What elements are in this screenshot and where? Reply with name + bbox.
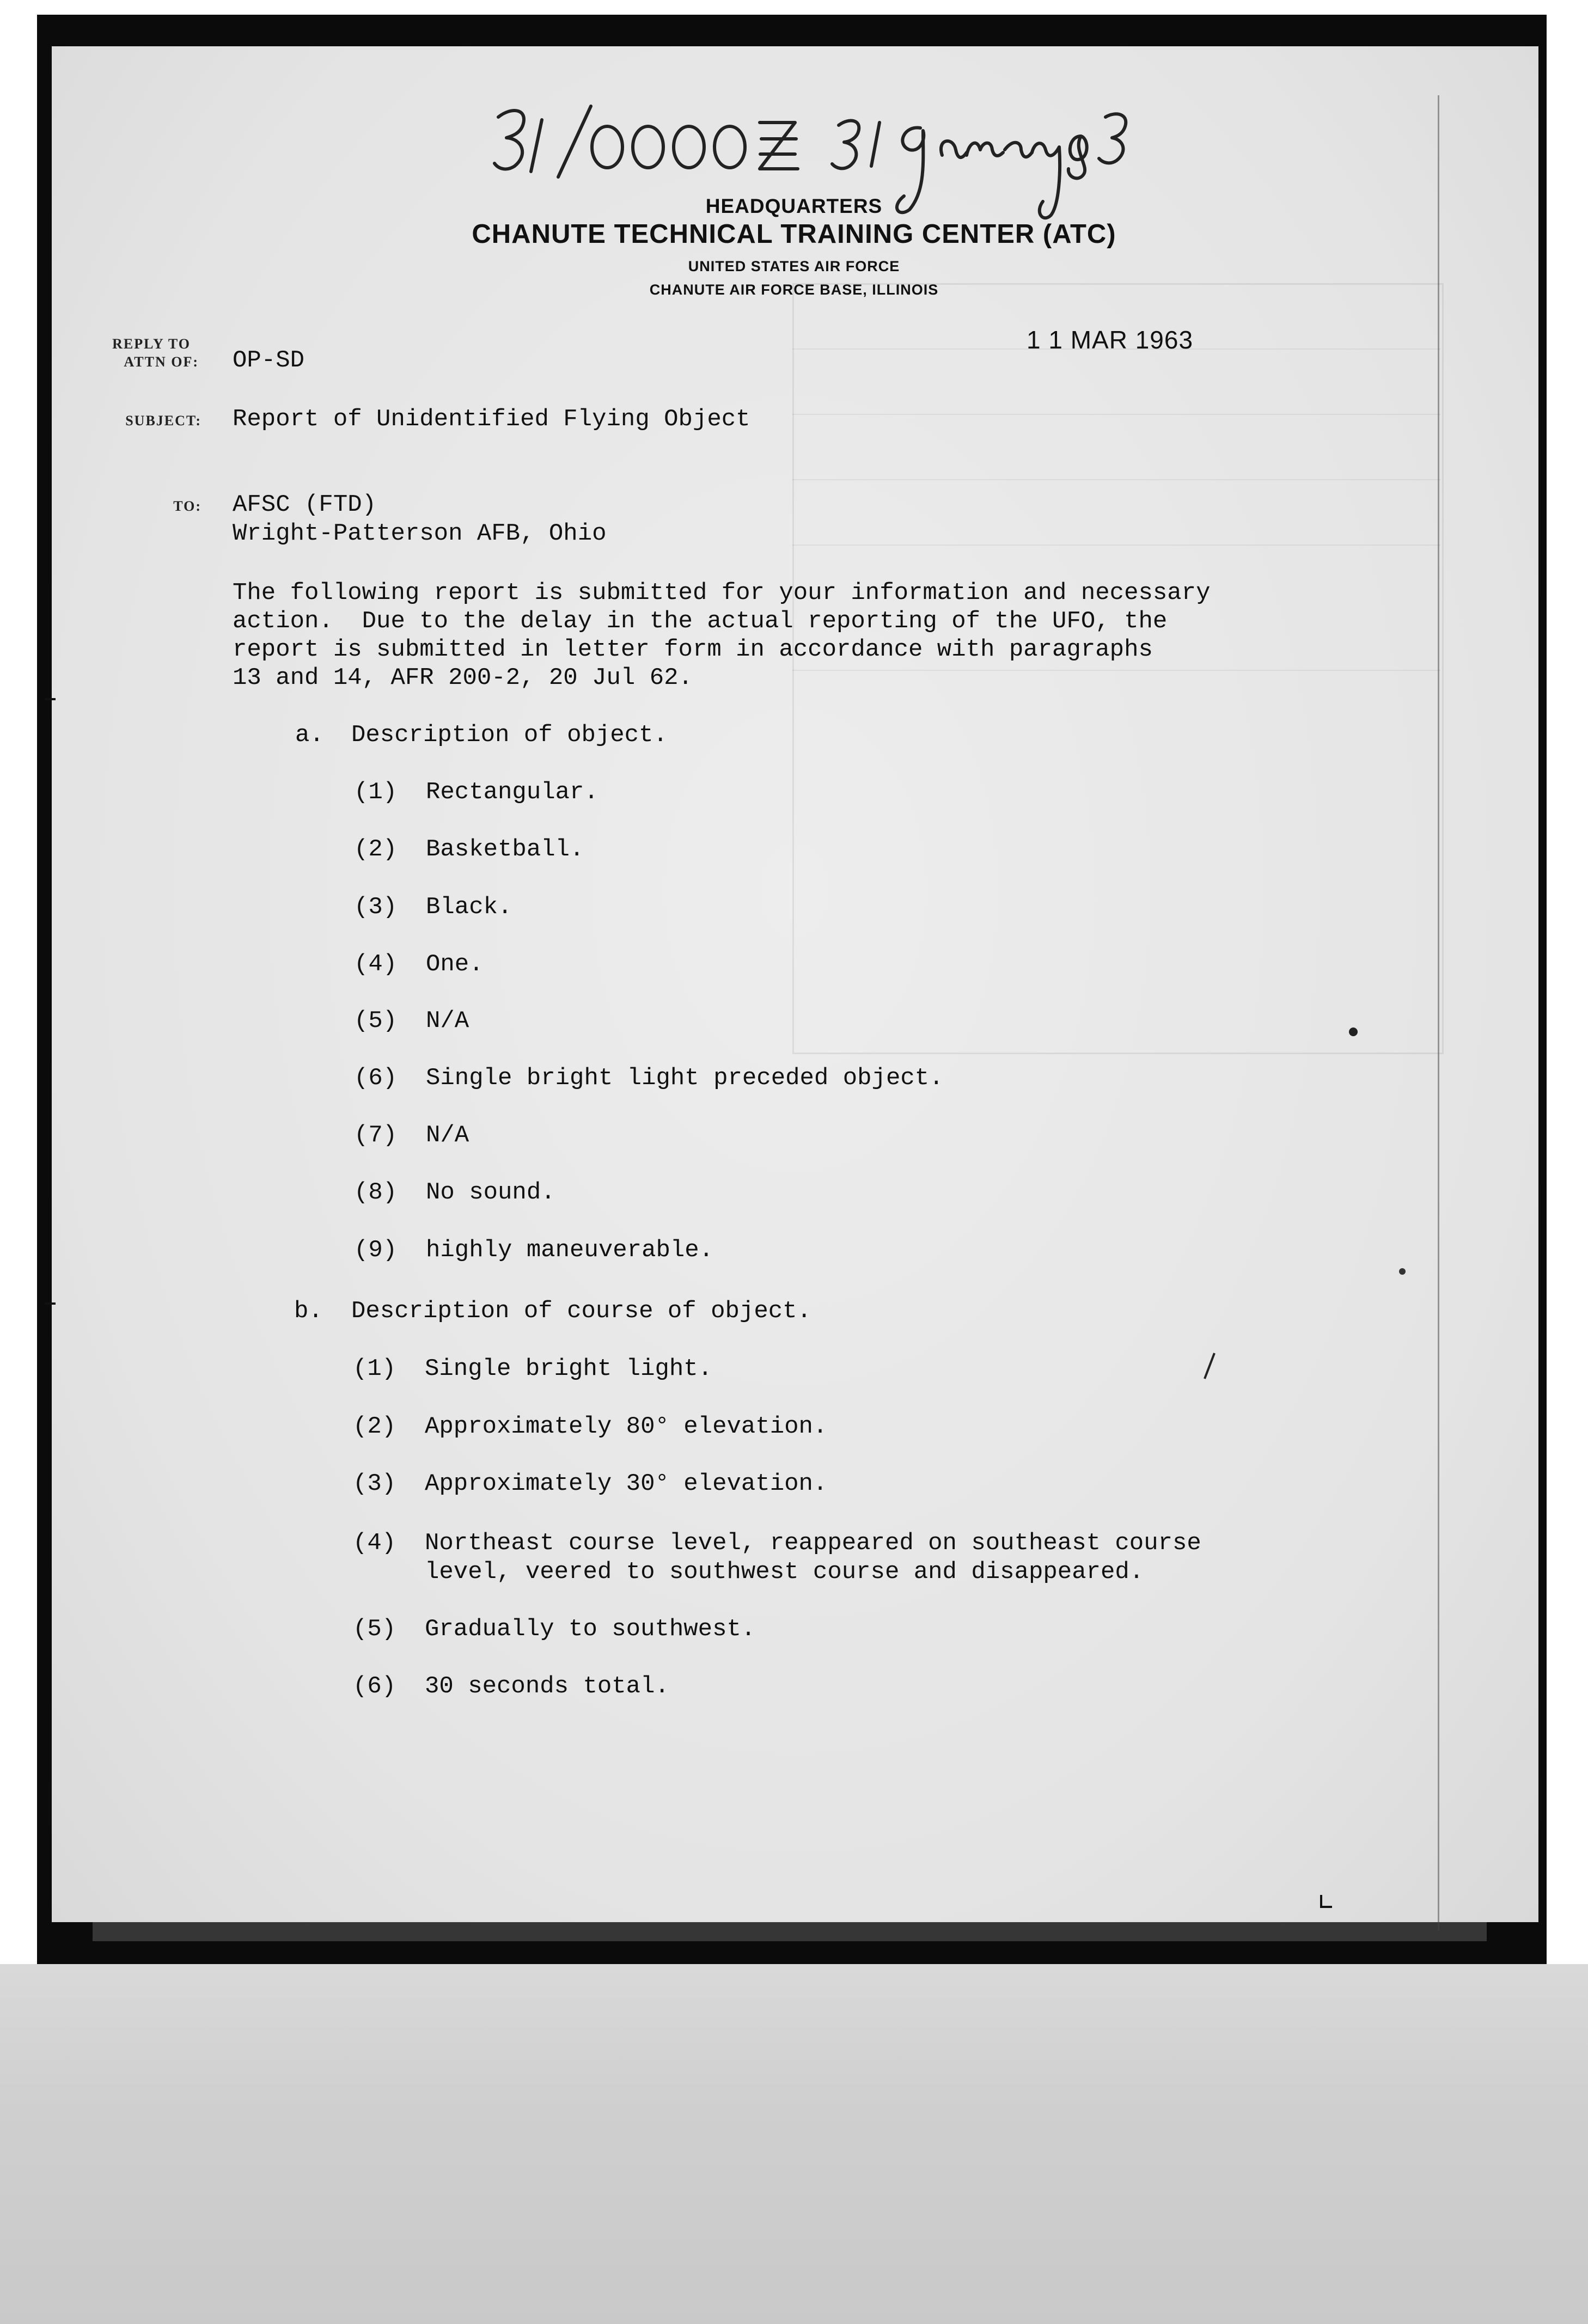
- item-number: (9): [354, 1237, 398, 1264]
- item-number: (6): [353, 1673, 396, 1700]
- item-number: (3): [353, 1470, 396, 1497]
- item-text: Basketball.: [426, 836, 584, 863]
- date-stamp: 1 1 MAR 1963: [1027, 326, 1194, 354]
- item-text: Northeast course level, reappeared on southeast course: [425, 1530, 1201, 1557]
- item-text: One.: [426, 951, 484, 978]
- intro-line: The following report is submitted for your information and necessary: [233, 579, 1211, 607]
- letterhead-air-force: UNITED STATES AIR FORCE: [688, 258, 900, 274]
- corner-mark: [1320, 1906, 1332, 1908]
- margin-tick: [45, 698, 56, 700]
- subject-text: Report of Unidentified Flying Object: [233, 406, 750, 433]
- item-text: Black.: [426, 894, 512, 921]
- letterhead-headquarters: HEADQUARTERS: [705, 195, 883, 217]
- item-text-continued: level, veered to southwest course and disappeared.: [425, 1558, 1144, 1586]
- speck: [1394, 1263, 1410, 1280]
- item-number: (7): [354, 1122, 398, 1149]
- item-number: (1): [354, 779, 398, 806]
- section-a-letter: a.: [295, 721, 324, 749]
- lower-background: [0, 1964, 1588, 2324]
- item-text: Approximately 80° elevation.: [425, 1413, 828, 1440]
- bleed-through-line: [792, 479, 1440, 480]
- item-number: (6): [354, 1065, 398, 1092]
- margin-tick: [45, 1302, 56, 1305]
- reply-to-label: REPLY TO: [112, 336, 191, 352]
- item-number: (8): [354, 1179, 398, 1206]
- item-number: (3): [354, 894, 398, 921]
- intro-paragraph: [233, 579, 1211, 692]
- letterhead-base: CHANUTE AIR FORCE BASE, ILLINOIS: [649, 282, 939, 298]
- item-number: (4): [354, 951, 398, 978]
- item-text: Approximately 30° elevation.: [425, 1470, 828, 1497]
- intro-line: report is submitted in letter form in accordance with paragraphs: [233, 636, 1153, 663]
- item-text: Single bright light.: [425, 1355, 713, 1383]
- office-symbol: OP-SD: [233, 347, 305, 374]
- item-number: (4): [353, 1530, 396, 1557]
- to-line-1: AFSC (FTD): [233, 491, 377, 518]
- bleed-through-line: [792, 545, 1440, 546]
- item-number: (5): [353, 1616, 396, 1643]
- page-edge-line: [1438, 95, 1439, 1930]
- item-text: 30 seconds total.: [425, 1673, 669, 1700]
- section-a-title: Description of object.: [351, 721, 668, 749]
- item-number: (5): [354, 1007, 398, 1035]
- item-text: Rectangular.: [426, 779, 598, 806]
- item-number: (2): [354, 836, 398, 863]
- to-label: TO:: [173, 498, 201, 514]
- pencil-stroke: [1198, 1350, 1220, 1383]
- intro-line: 13 and 14, AFR 200-2, 20 Jul 62.: [233, 664, 693, 692]
- item-text: highly maneuverable.: [426, 1237, 714, 1264]
- item-number: (1): [353, 1355, 396, 1383]
- to-line-2: Wright-Patterson AFB, Ohio: [233, 520, 607, 547]
- section-b-letter: b.: [294, 1298, 323, 1325]
- paper-shadow: [93, 1919, 1487, 1941]
- item-text: N/A: [426, 1007, 469, 1035]
- subject-label: SUBJECT:: [125, 413, 201, 429]
- item-text: Single bright light preceded object.: [426, 1065, 944, 1092]
- item-text: N/A: [426, 1122, 469, 1149]
- item-number: (2): [353, 1413, 396, 1440]
- letterhead-center-name: CHANUTE TECHNICAL TRAINING CENTER (ATC): [472, 219, 1116, 249]
- attn-of-label: ATTN OF:: [124, 354, 199, 370]
- bleed-through-line: [792, 414, 1440, 415]
- intro-line: action. Due to the delay in the actual reporting of the UFO, the: [233, 608, 1168, 635]
- item-text: No sound.: [426, 1179, 555, 1206]
- item-text: Gradually to southwest.: [425, 1616, 756, 1643]
- speck: [1342, 1021, 1364, 1043]
- section-b-title: Description of course of object.: [351, 1298, 811, 1325]
